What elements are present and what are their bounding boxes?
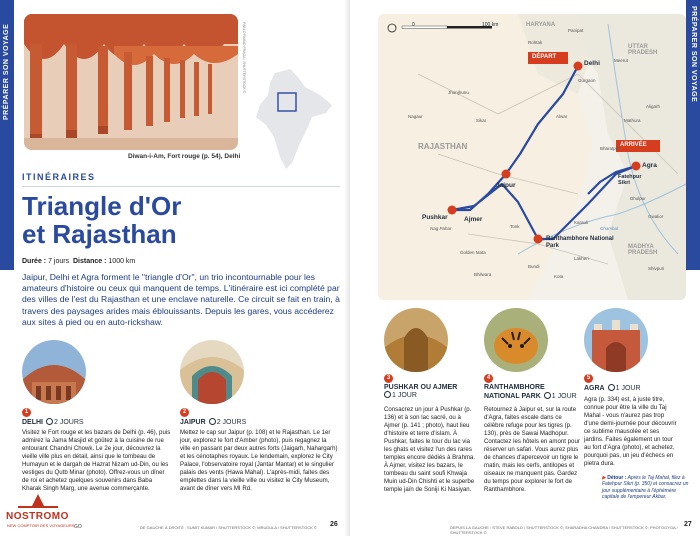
agra-detour-note [602, 475, 694, 501]
map-town: Dholpur [630, 196, 646, 201]
pushkar-photo [384, 308, 448, 372]
left-footer-credits: DE GAUCHE À DROITE : SUMIT KUMAR / SHUTTERSTOCK ©; MRUDULA / SHUTTERSTOCK © [140, 525, 317, 530]
left-lp-mark: GO [74, 524, 82, 530]
map-town: Alwar [556, 114, 568, 119]
map-region-haryana: HARYANA [526, 22, 556, 28]
hero-credit: PABLO RUBIO FRAGA / SHUTTERSTOCK © [242, 22, 246, 94]
intro-paragraph: Jaipur, Delhi et Agra forment le "triangle d'Or", un trio incontournable pour les amateurs d'histoire ou ceux qui manquent de temps. L'itinéraire est ici complété par des villes de l'est du Rajasthan et une enclave naturelle. Ce circuit se fait en train, à travers des paysages arides mais éblouissants. Depuis les gares, vous accéderez aux sites à pied ou en auto-rickshaw. [22, 272, 340, 327]
stop-text-4: Retournez à Jaipur et, sur la route d'Agra, faites escale dans ce célèbre refuge pour les tigres (p. 130), près de Sawai Madhopur. Contactez les hôtels en amont pour réserver un safari. Vous aurez plus de chances d'apercevoir un tigre le matin, mais les cerfs, antilopes et oiseaux ne manquent pas. Gardez du temps pour explorer le fort de Ranthambhore. [484, 406, 580, 494]
side-label-itin-left: ITINÉRAIRES [3, 132, 10, 182]
stop-heading-3 [384, 384, 457, 399]
qutb-minar-illustration [22, 340, 86, 404]
map-town: Nagaur [408, 114, 423, 119]
title-line-2: et Rajasthan [22, 219, 177, 249]
map-town: Aligarh [646, 104, 661, 109]
duree-value: 7 jours [48, 258, 70, 265]
ranthambhore-photo [484, 308, 548, 372]
map-town: Jhunjhunu [448, 90, 469, 95]
map-town: Nag Pahar [430, 226, 452, 231]
map-city-pushkar: Pushkar [422, 214, 448, 221]
stop-name-2: JAIPUR [180, 419, 206, 426]
stop-number-3: 3 [384, 374, 393, 383]
stop-name-3: PUSHKAR OU AJMER [384, 384, 458, 391]
map-scale-zero: 0 [412, 22, 415, 28]
stop-text-2: Mettez le cap sur Jaipur (p. 108) et le Rajasthan. Le 1er jour, explorez le fort d'Amber (photo), puis regagnez la ville en passant par deux autres forts (Jaigarh, Nahargarh) et les cénotaphes royaux. Le lendemain, explorez le City Palace, l'observatoire royal (Jantar Mantar) et le singulier palais des vents (Hawa Mahal). L'après-midi, faites des emplettes dans la vieille ville ou visitez le City Museum, avant de dîner vers MI Rd. [180, 429, 338, 493]
map-town: Golden Mata [460, 250, 486, 255]
right-page-number: 27 [684, 521, 692, 528]
agra-photo [584, 308, 648, 372]
clock-icon [384, 391, 391, 398]
clock-icon [46, 418, 53, 425]
stop-duration-1: 2 JOURS [54, 419, 84, 426]
side-label-itin-right: ITINÉRAIRES [690, 118, 697, 168]
map-town: Shivpuri [648, 266, 665, 271]
stop-heading-1 [22, 418, 84, 426]
stop-duration-4: 1 JOUR [551, 393, 577, 400]
arrow-icon: ▶ [602, 475, 606, 481]
map-town: Mathura [624, 118, 641, 123]
map-city-ranthambhore: Ranthambhore National Park [546, 236, 614, 249]
stop-duration-3: 1 JOUR [392, 392, 417, 399]
right-page [350, 0, 700, 536]
hero-photo [24, 14, 238, 150]
india-locator-map [250, 65, 340, 175]
stop-heading-4 [484, 384, 580, 401]
stop-text-1: Visitez le Fort rouge et les bazars de Delhi (p. 46), puis admirez la Jama Masjid et goûtez à la cuisine de rue entourant Chandni Chowk. Le 2e jour, découvrez la vieille ville plus en détail, ainsi que le tombeau de Humayun et le dargah de Hazrat Nizam ud-Din, ou les vestiges du Qutb Minar (photo). Offrez-vous un dîner de roi et achetez quelques souvenirs dans Baba Kharak Singh Marg, une avenue commerçante. [22, 429, 171, 493]
map-region-rajasthan: RAJASTHAN [418, 142, 468, 151]
map-arrivee-flag: ARRIVÉE [620, 142, 647, 148]
map-depart-flag: DÉPART [532, 54, 557, 60]
map-town: Lakheri [574, 256, 589, 261]
detour-text: Après le Taj Mahal, filez à Fatehpur Sikri (p. 350) et consacrez un jour supplémentaire à l'éphémère capitale de l'empereur Akbar. [602, 475, 689, 501]
watermark-sub: NEW COMPTOIR DES VOYAGEURS [7, 523, 75, 528]
jaipur-photo [180, 340, 244, 404]
amber-fort-illustration [180, 340, 244, 404]
tiger-illustration [484, 308, 548, 372]
page-title [22, 192, 322, 248]
right-footer-credits: DEPUIS LA GAUCHE : STEVE RABOLD / SHUTTERSTOCK ©; SHARADHA CHANDRA / SHUTTERSTOCK ©; PHOTOGYGA / SHUTTERSTOCK © [450, 525, 678, 535]
map-town: Bundi [528, 264, 540, 269]
map-city-fatehpur: Fatehpur Sikri [618, 174, 642, 186]
map-town: Kota [554, 274, 564, 279]
distance-value: 1000 km [108, 258, 136, 265]
map-town: Meerut [614, 58, 629, 63]
map-city-agra: Agra [642, 162, 657, 169]
route-map [378, 14, 686, 300]
clock-icon [209, 418, 216, 425]
stop-name-1: DELHI [22, 419, 43, 426]
left-page-number: 26 [330, 521, 338, 528]
watermark-name: NOSTROMO [6, 511, 69, 522]
stop-number-5: 5 [584, 374, 593, 383]
map-town: Bharatpur [600, 146, 620, 151]
map-region-mp: MADHYA PRADESH [628, 244, 658, 256]
map-city-ajmer: Ajmer [464, 216, 483, 223]
stop-heading-5 [584, 384, 641, 392]
detour-label: Détour : [607, 475, 627, 481]
agra-fort-illustration [584, 308, 648, 372]
map-city-jaipur: Jaipur [496, 182, 516, 189]
clock-icon [544, 392, 551, 399]
map-town: Gurgaon [578, 78, 596, 83]
side-label-prep-left: PRÉPARER SON VOYAGE [3, 23, 10, 120]
stop-name-5: AGRA [584, 385, 605, 392]
delhi-photo [22, 340, 86, 404]
stop-number-2: 2 [180, 408, 189, 417]
ajmer-illustration [384, 308, 448, 372]
clock-icon [608, 384, 615, 391]
stop-number-1: 1 [22, 408, 31, 417]
map-town: Bhilwara [474, 272, 492, 277]
stop-heading-2 [180, 418, 246, 426]
map-town: Karauli [574, 220, 589, 225]
distance-label: Distance : [72, 258, 107, 265]
map-town: Rohtak [528, 40, 543, 45]
title-line-1: Triangle d'Or [22, 191, 182, 221]
section-label: ITINÉRAIRES [22, 172, 96, 182]
stop-number-4: 4 [484, 374, 493, 383]
hero-arches-illustration [24, 14, 238, 150]
map-scale-km: 100 km [482, 22, 499, 28]
map-town: Gwalior [648, 214, 664, 219]
map-region-up: UTTAR PRADESH [628, 44, 658, 56]
map-town: Sikar [476, 118, 487, 123]
stop-duration-5: 1 JOUR [615, 385, 641, 392]
duree-label: Durée : [22, 258, 47, 265]
map-town: Panipat [568, 28, 584, 33]
map-city-delhi: Delhi [584, 60, 600, 67]
map-town: Tonk [510, 224, 520, 229]
stop-text-3: Consacrez un jour à Pushkar (p. 136) et à son lac sacré, ou à Ajmer (p. 141 ; photo), haut lieu d'histoire et terre d'islam. À Pushkar, faites le tour du lac via les ghats et visitez l'un des rares temples encore dédiés à Brahma. À Ajmer, visitez les bazars, le tombeau du saint soufi Khwaja Muin ud-Din Chishti et le superbe temple jaïn de Soniji Ki Nasiyan. [384, 406, 476, 494]
stop-text-5: Agra (p. 334) est, à juste titre, connue pour être la ville du Taj Mahal - vous n'aurez pas trop d'une demi-journée pour découvrir ce sublime mausolée et ses jardins. Faites également un tour au fort d'Agra (photo), et achetez, pourquoi pas, un jeu d'échecs en pietra dura. [584, 396, 677, 468]
stop-name-4: RANTHAMBHORE NATIONAL PARK [484, 384, 545, 400]
side-label-prep-right: PRÉPARER SON VOYAGE [690, 6, 697, 103]
map-river-label: Chambal [600, 226, 619, 231]
stop-duration-2: 2 JOURS [216, 419, 247, 426]
trip-meta [22, 258, 135, 265]
hero-caption: Diwan-i-Am, Fort rouge (p. 54), Delhi [128, 153, 241, 160]
section-divider [22, 186, 340, 187]
